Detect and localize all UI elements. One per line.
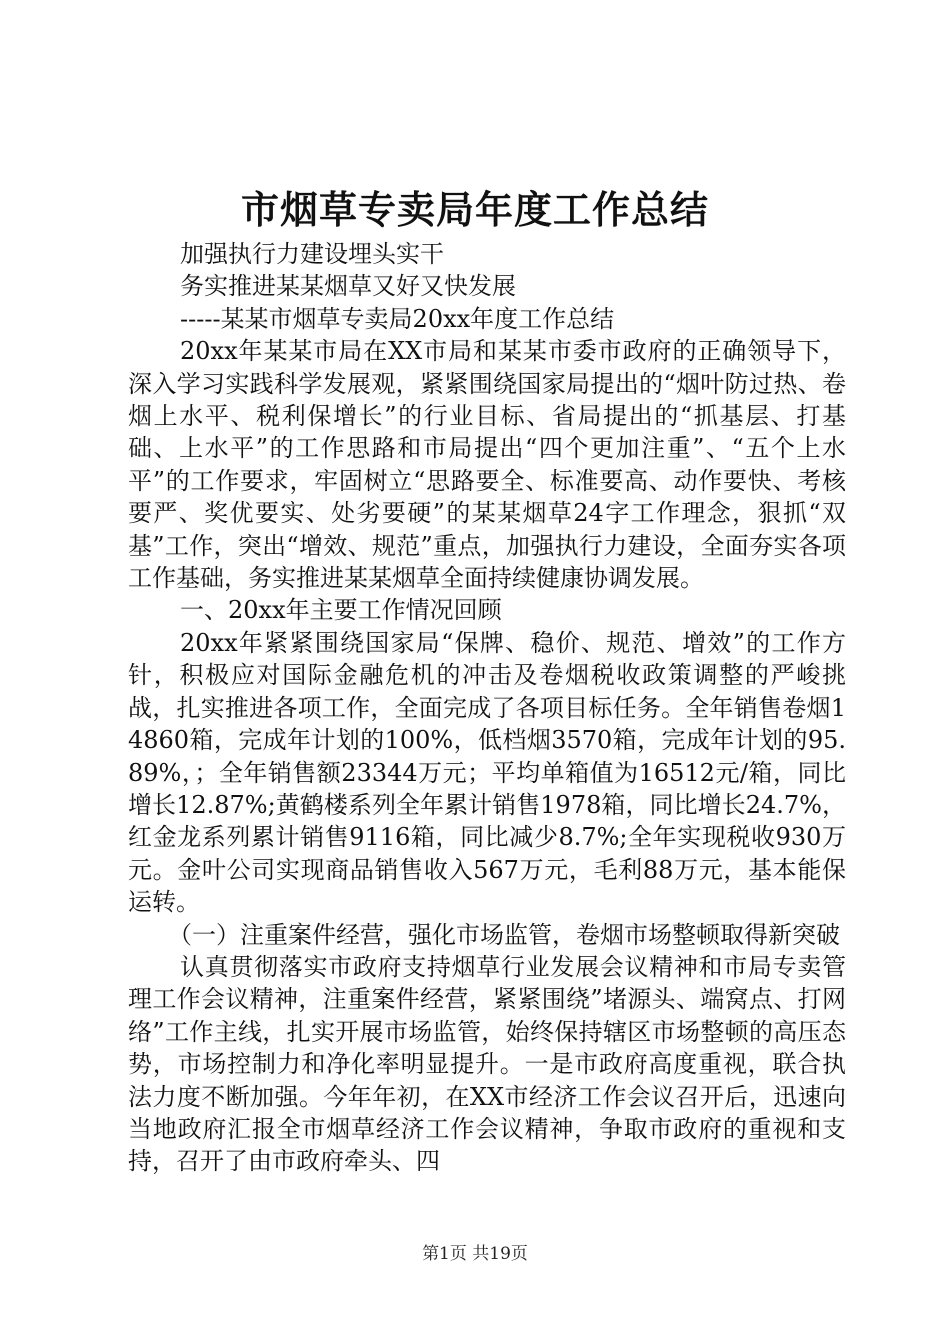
paragraph-market: 认真贯彻落实市政府支持烟草行业发展会议精神和市局专卖管理工作会议精神，注重案件经营，紧紧围绕”堵源头、端窝点、打网络”工作主线，扎实开展市场监管，始终保持辖区市场整顿的高压态势，市场控制力和净化率明显提升。一是市政府高度重视，联合执法力度不断加强。今年年初，在XX市经济工作会议召开后，迅速向当地政府汇报全市烟草经济工作会议精神，争取市政府的重视和支持，召开了由市政府牵头、四 xyxy=(128,952,846,1176)
page-indicator: 第1页 共19页 xyxy=(422,1244,528,1264)
subtitle-line-1: 加强执行力建设埋头实干 xyxy=(180,240,444,268)
paragraph-review: 20xx年紧紧围绕国家局“保牌、稳价、规范、增效”的工作方针，积极应对国际金融危机的冲击及卷烟税收政策调整的严峻挑战，扎实推进各项工作，全面完成了各项目标任务。全年销售卷烟14860箱，完成年计划的100%，低档烟3570箱，完成年计划的95.89%，；全年销售额23344万元；平均单箱值为16512元/箱，同比增长12.87%;黄鹤楼系列全年累计销售1978箱，同比增长24.7%，红金龙系列累计销售9116箱，同比减少8.7%;全年实现税收930万元。金叶公司实现商品销售收入567万元，毛利88万元，基本能保运转。 xyxy=(128,628,846,917)
document-title: 市烟草专卖局年度工作总结 xyxy=(240,187,709,232)
paragraph-intro: 20xx年某某市局在XX市局和某某市委市政府的正确领导下，深入学习实践科学发展观，紧紧围绕国家局提出的“烟叶防过热、卷烟上水平、税利保增长”的行业目标、省局提出的“抓基层、打基础、上水平”的工作思路和市局提出“四个更加注重”、“五个上水平”的工作要求，牢固树立“思路要全、标准要高、动作要快、考核要严、奖优要实、处劣要硬”的某某烟草24字工作理念，狠抓“双基”工作，突出“增效、规范”重点，加强执行力建设，全面夯实各项工作基础，务实推进某某烟草全面持续健康协调发展。 xyxy=(128,337,846,593)
subtitle-line-2: 务实推进某某烟草又好又快发展 xyxy=(180,272,516,301)
subsection-heading-1: （一）注重案件经营，强化市场监管，卷烟市场整顿取得新突破 xyxy=(168,920,840,949)
section-heading-review: 一、20xx年主要工作情况回顾 xyxy=(180,596,502,625)
subtitle-line-3: -----某某市烟草专卖局20xx年度工作总结 xyxy=(180,304,615,333)
document-body xyxy=(128,238,846,1178)
